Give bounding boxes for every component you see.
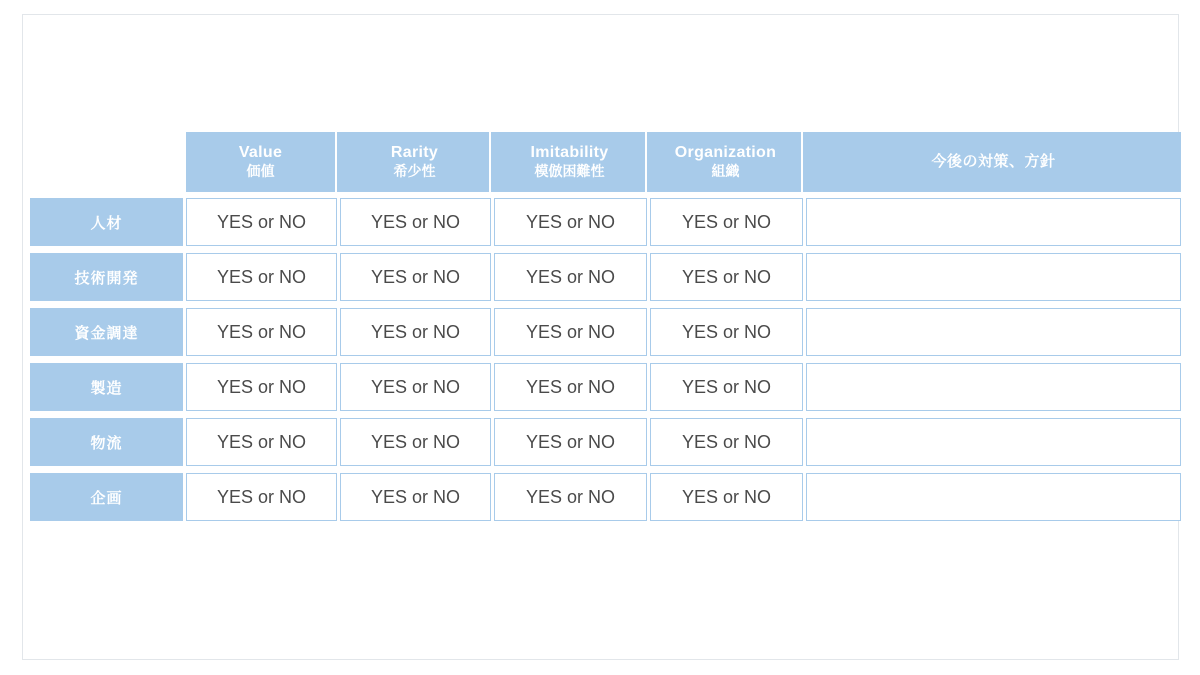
table-row bbox=[30, 473, 1181, 521]
column-header-organization bbox=[650, 132, 803, 192]
cell-organization[interactable]: YES or NO bbox=[650, 198, 803, 246]
cell-note[interactable] bbox=[806, 198, 1181, 246]
cell-value[interactable]: YES or NO bbox=[186, 198, 337, 246]
column-header-rarity-en: Rarity bbox=[390, 144, 439, 162]
row-label: 技術開発 bbox=[30, 253, 183, 301]
row-gap bbox=[30, 246, 1181, 253]
cell-imitability[interactable]: YES or NO bbox=[494, 473, 647, 521]
cell-value[interactable]: YES or NO bbox=[186, 473, 337, 521]
row-label: 製造 bbox=[30, 363, 183, 411]
cell-organization[interactable]: YES or NO bbox=[650, 363, 803, 411]
column-header-imitability-en: Imitability bbox=[530, 144, 609, 162]
row-gap bbox=[30, 466, 1181, 473]
column-header-imitability-jp: 模倣困難性 bbox=[534, 163, 605, 180]
vrio-table bbox=[30, 132, 1181, 521]
cell-rarity[interactable]: YES or NO bbox=[340, 253, 491, 301]
cell-value[interactable]: YES or NO bbox=[186, 418, 337, 466]
cell-value[interactable]: YES or NO bbox=[186, 308, 337, 356]
column-header-value-en: Value bbox=[238, 144, 283, 162]
row-gap bbox=[30, 356, 1181, 363]
table-row bbox=[30, 198, 1181, 246]
row-gap bbox=[30, 301, 1181, 308]
column-header-organization-en: Organization bbox=[674, 144, 777, 162]
cell-value[interactable]: YES or NO bbox=[186, 253, 337, 301]
row-label: 資金調達 bbox=[30, 308, 183, 356]
column-header-imitability bbox=[494, 132, 647, 192]
cell-note[interactable] bbox=[806, 363, 1181, 411]
cell-organization[interactable]: YES or NO bbox=[650, 473, 803, 521]
cell-rarity[interactable]: YES or NO bbox=[340, 418, 491, 466]
cell-imitability[interactable]: YES or NO bbox=[494, 363, 647, 411]
column-header-rarity bbox=[340, 132, 491, 192]
cell-imitability[interactable]: YES or NO bbox=[494, 308, 647, 356]
table-row bbox=[30, 363, 1181, 411]
cell-note[interactable] bbox=[806, 473, 1181, 521]
cell-imitability[interactable]: YES or NO bbox=[494, 198, 647, 246]
cell-organization[interactable]: YES or NO bbox=[650, 418, 803, 466]
table-row bbox=[30, 418, 1181, 466]
table-header-row bbox=[30, 132, 1181, 192]
table-row bbox=[30, 308, 1181, 356]
header-corner-cell bbox=[30, 132, 183, 192]
cell-rarity[interactable]: YES or NO bbox=[340, 363, 491, 411]
row-gap bbox=[30, 411, 1181, 418]
cell-organization[interactable]: YES or NO bbox=[650, 253, 803, 301]
vrio-table-container bbox=[30, 132, 1166, 521]
cell-rarity[interactable]: YES or NO bbox=[340, 473, 491, 521]
cell-imitability[interactable]: YES or NO bbox=[494, 253, 647, 301]
cell-value[interactable]: YES or NO bbox=[186, 363, 337, 411]
row-label: 物流 bbox=[30, 418, 183, 466]
cell-rarity[interactable]: YES or NO bbox=[340, 198, 491, 246]
column-header-organization-jp: 組織 bbox=[711, 163, 740, 180]
cell-rarity[interactable]: YES or NO bbox=[340, 308, 491, 356]
column-header-value bbox=[186, 132, 337, 192]
column-header-value-jp: 価値 bbox=[246, 163, 275, 180]
table-row bbox=[30, 253, 1181, 301]
cell-note[interactable] bbox=[806, 418, 1181, 466]
cell-note[interactable] bbox=[806, 308, 1181, 356]
column-header-note bbox=[806, 132, 1181, 192]
column-header-note-label: 今後の対策、方針 bbox=[931, 152, 1056, 170]
cell-note[interactable] bbox=[806, 253, 1181, 301]
row-label: 人材 bbox=[30, 198, 183, 246]
cell-organization[interactable]: YES or NO bbox=[650, 308, 803, 356]
column-header-rarity-jp: 希少性 bbox=[393, 163, 436, 180]
cell-imitability[interactable]: YES or NO bbox=[494, 418, 647, 466]
row-label: 企画 bbox=[30, 473, 183, 521]
